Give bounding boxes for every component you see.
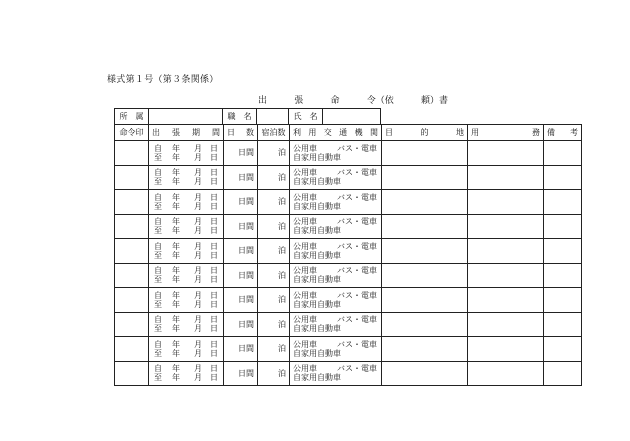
form-number: 様式第１号（第３条関係）: [107, 75, 219, 85]
period-from-line: 自 年 月 日: [154, 217, 218, 227]
days-field[interactable]: 日間: [224, 312, 258, 337]
period-to-line: 至 年 月 日: [154, 348, 218, 358]
header-destination: 目 的 地: [382, 125, 468, 141]
period-field[interactable]: [149, 214, 224, 239]
transport-private-option[interactable]: 自家用自動車: [293, 201, 341, 211]
transport-bus-train-option[interactable]: バス・電車: [337, 168, 377, 178]
days-field[interactable]: 日間: [224, 141, 258, 166]
table-row: [115, 337, 582, 362]
destination-field[interactable]: [382, 361, 468, 386]
days-field[interactable]: 日間: [224, 190, 258, 215]
transport-bus-train-option[interactable]: バス・電車: [337, 217, 377, 227]
period-from-line: 自 年 月 日: [154, 266, 218, 276]
transport-field[interactable]: [290, 165, 382, 190]
period-to-line: 至 年 月 日: [154, 250, 218, 260]
purpose-field[interactable]: [468, 337, 544, 362]
transport-bus-train-option[interactable]: バス・電車: [337, 290, 377, 300]
header-days: 日 数: [224, 125, 258, 141]
transport-field[interactable]: [290, 141, 382, 166]
order-seal-field[interactable]: [115, 288, 149, 313]
destination-field[interactable]: [382, 239, 468, 264]
order-seal-field[interactable]: [115, 239, 149, 264]
transport-private-option[interactable]: 自家用自動車: [293, 348, 341, 358]
purpose-field[interactable]: [468, 312, 544, 337]
table-row: [115, 312, 582, 337]
period-to-line: 至 年 月 日: [154, 226, 218, 236]
affiliation-label: 所 属: [115, 109, 149, 125]
destination-field[interactable]: [382, 190, 468, 215]
remarks-field[interactable]: [544, 239, 582, 264]
period-field[interactable]: [149, 239, 224, 264]
period-field[interactable]: [149, 337, 224, 362]
name-field[interactable]: [323, 109, 381, 125]
order-seal-field[interactable]: [115, 141, 149, 166]
table-row: [115, 214, 582, 239]
document-title: [258, 93, 448, 105]
destination-field[interactable]: [382, 312, 468, 337]
remarks-field[interactable]: [544, 288, 582, 313]
days-field[interactable]: 日間: [224, 337, 258, 362]
transport-bus-train-option[interactable]: バス・電車: [337, 364, 377, 374]
nights-field[interactable]: 泊: [258, 361, 290, 386]
remarks-field[interactable]: [544, 141, 582, 166]
period-to-line: 至 年 月 日: [154, 373, 218, 383]
table-row: [115, 263, 582, 288]
transport-field[interactable]: [290, 312, 382, 337]
nights-field[interactable]: 泊: [258, 288, 290, 313]
period-from-line: 自 年 月 日: [154, 192, 218, 202]
purpose-field[interactable]: [468, 141, 544, 166]
transport-private-option[interactable]: 自家用自動車: [293, 373, 341, 383]
days-field[interactable]: 日間: [224, 214, 258, 239]
transport-field[interactable]: [290, 239, 382, 264]
transport-public-option[interactable]: 公用車: [293, 315, 317, 325]
order-seal-field[interactable]: [115, 214, 149, 239]
period-field[interactable]: [149, 288, 224, 313]
transport-public-option[interactable]: 公用車: [293, 339, 317, 349]
order-seal-field[interactable]: [115, 165, 149, 190]
applicant-info-table: [114, 108, 381, 125]
days-field[interactable]: 日間: [224, 361, 258, 386]
remarks-field[interactable]: [544, 263, 582, 288]
position-field[interactable]: [257, 109, 289, 125]
period-field[interactable]: [149, 141, 224, 166]
period-from-line: 自 年 月 日: [154, 241, 218, 251]
days-field[interactable]: 日間: [224, 288, 258, 313]
transport-field[interactable]: [290, 263, 382, 288]
transport-bus-train-option[interactable]: バス・電車: [337, 241, 377, 251]
transport-bus-train-option[interactable]: バス・電車: [337, 192, 377, 202]
remarks-field[interactable]: [544, 165, 582, 190]
position-label: 職 名: [223, 109, 257, 125]
title-char: 出: [258, 96, 268, 106]
transport-public-option[interactable]: 公用車: [293, 266, 317, 276]
transport-bus-train-option[interactable]: バス・電車: [337, 315, 377, 325]
purpose-field[interactable]: [468, 361, 544, 386]
destination-field[interactable]: [382, 263, 468, 288]
period-field[interactable]: [149, 312, 224, 337]
purpose-field[interactable]: [468, 288, 544, 313]
purpose-field[interactable]: [468, 239, 544, 264]
header-purpose: 用 務: [468, 125, 544, 141]
nights-field[interactable]: 泊: [258, 337, 290, 362]
transport-private-option[interactable]: 自家用自動車: [293, 275, 341, 285]
transport-public-option[interactable]: 公用車: [293, 143, 317, 153]
period-field[interactable]: [149, 190, 224, 215]
destination-field[interactable]: [382, 288, 468, 313]
header-remarks: 備 考: [544, 125, 582, 141]
title-char: 令（依: [366, 96, 394, 106]
period-from-line: 自 年 月 日: [154, 364, 218, 374]
period-from-line: 自 年 月 日: [154, 168, 218, 178]
table-row: [115, 141, 582, 166]
remarks-field[interactable]: [544, 337, 582, 362]
table-row: [115, 239, 582, 264]
header-period: 出 張 期 間: [149, 125, 224, 141]
transport-private-option[interactable]: 自家用自動車: [293, 299, 341, 309]
transport-public-option[interactable]: 公用車: [293, 192, 317, 202]
transport-private-option[interactable]: 自家用自動車: [293, 226, 341, 236]
header-row: [115, 125, 582, 141]
period-field[interactable]: [149, 361, 224, 386]
transport-field[interactable]: [290, 337, 382, 362]
title-char: 命: [330, 96, 340, 106]
order-seal-field[interactable]: [115, 337, 149, 362]
nights-field[interactable]: 泊: [258, 165, 290, 190]
name-label: 氏 名: [289, 109, 323, 125]
transport-field[interactable]: [290, 361, 382, 386]
transport-private-option[interactable]: 自家用自動車: [293, 152, 341, 162]
transport-field[interactable]: [290, 190, 382, 215]
days-field[interactable]: 日間: [224, 165, 258, 190]
nights-field[interactable]: 泊: [258, 214, 290, 239]
period-to-line: 至 年 月 日: [154, 324, 218, 334]
order-seal-field[interactable]: [115, 312, 149, 337]
transport-private-option[interactable]: 自家用自動車: [293, 177, 341, 187]
nights-field[interactable]: 泊: [258, 239, 290, 264]
affiliation-field[interactable]: [149, 109, 223, 125]
period-from-line: 自 年 月 日: [154, 315, 218, 325]
remarks-field[interactable]: [544, 190, 582, 215]
header-nights: 宿泊数: [258, 125, 290, 141]
remarks-field[interactable]: [544, 312, 582, 337]
trip-order-table: [114, 124, 582, 386]
header-transport: 利 用 交 通 機 関: [290, 125, 382, 141]
destination-field[interactable]: [382, 165, 468, 190]
transport-field[interactable]: [290, 288, 382, 313]
title-char: 頼）書: [420, 96, 448, 106]
days-field[interactable]: 日間: [224, 263, 258, 288]
title-char: 張: [294, 96, 304, 106]
period-from-line: 自 年 月 日: [154, 290, 218, 300]
period-from-line: 自 年 月 日: [154, 339, 218, 349]
period-to-line: 至 年 月 日: [154, 275, 218, 285]
remarks-field[interactable]: [544, 214, 582, 239]
period-to-line: 至 年 月 日: [154, 152, 218, 162]
header-order-seal: 命令印: [115, 125, 149, 141]
order-seal-field[interactable]: [115, 361, 149, 386]
transport-private-option[interactable]: 自家用自動車: [293, 250, 341, 260]
period-field[interactable]: [149, 165, 224, 190]
transport-public-option[interactable]: 公用車: [293, 241, 317, 251]
order-seal-field[interactable]: [115, 190, 149, 215]
transport-public-option[interactable]: 公用車: [293, 290, 317, 300]
days-field[interactable]: 日間: [224, 239, 258, 264]
transport-public-option[interactable]: 公用車: [293, 364, 317, 374]
table-row: [115, 361, 582, 386]
transport-public-option[interactable]: 公用車: [293, 168, 317, 178]
nights-field[interactable]: 泊: [258, 263, 290, 288]
table-row: [115, 288, 582, 313]
purpose-field[interactable]: [468, 165, 544, 190]
destination-field[interactable]: [382, 141, 468, 166]
order-seal-field[interactable]: [115, 263, 149, 288]
period-to-line: 至 年 月 日: [154, 201, 218, 211]
transport-field[interactable]: [290, 214, 382, 239]
period-field[interactable]: [149, 263, 224, 288]
purpose-field[interactable]: [468, 263, 544, 288]
table-row: [115, 190, 582, 215]
remarks-field[interactable]: [544, 361, 582, 386]
nights-field[interactable]: 泊: [258, 312, 290, 337]
transport-public-option[interactable]: 公用車: [293, 217, 317, 227]
nights-field[interactable]: 泊: [258, 141, 290, 166]
transport-bus-train-option[interactable]: バス・電車: [337, 339, 377, 349]
period-to-line: 至 年 月 日: [154, 177, 218, 187]
destination-field[interactable]: [382, 214, 468, 239]
transport-bus-train-option[interactable]: バス・電車: [337, 143, 377, 153]
transport-private-option[interactable]: 自家用自動車: [293, 324, 341, 334]
transport-bus-train-option[interactable]: バス・電車: [337, 266, 377, 276]
destination-field[interactable]: [382, 337, 468, 362]
period-from-line: 自 年 月 日: [154, 143, 218, 153]
purpose-field[interactable]: [468, 190, 544, 215]
purpose-field[interactable]: [468, 214, 544, 239]
period-to-line: 至 年 月 日: [154, 299, 218, 309]
table-row: [115, 165, 582, 190]
nights-field[interactable]: 泊: [258, 190, 290, 215]
